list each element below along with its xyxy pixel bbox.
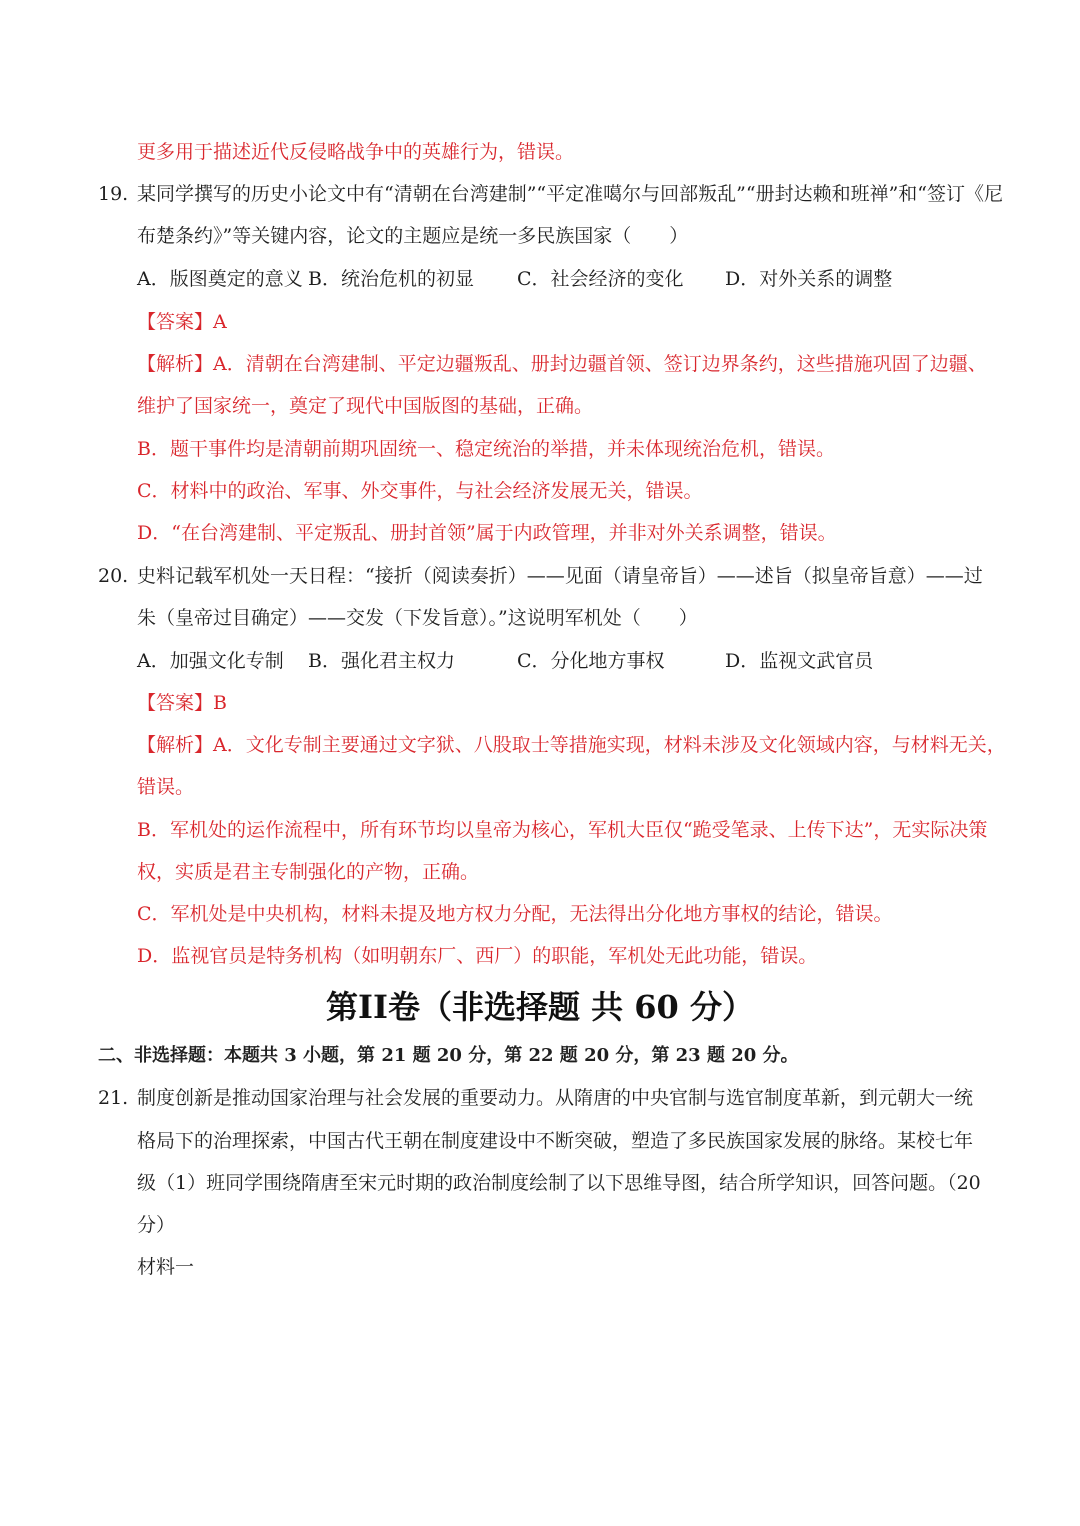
q19-number: 19. (98, 183, 129, 205)
q19-stem-line2: 布楚条约》”等关键内容，论文的主题应是统一多民族国家（ ） (137, 225, 689, 247)
q19-answer: 【答案】A (137, 311, 227, 333)
q20-option-a: A．加强文化专制 (137, 650, 284, 672)
q21-material-label: 材料一 (137, 1256, 195, 1278)
q20-analysis-line2: 错误。 (137, 776, 195, 798)
q21-stem-line2: 格局下的治理探索，中国古代王朝在制度建设中不断突破，塑造了多民族国家发展的脉络。某校七年 (137, 1130, 974, 1152)
q21-number: 21. (98, 1087, 129, 1109)
q21-stem-line1: 制度创新是推动国家治理与社会发展的重要动力。从隋唐的中央官制与选官制度革新，到元朝大一统 (137, 1087, 974, 1109)
q20-option-b: B．强化君主权力 (308, 650, 455, 672)
q19-analysis-line1: 【解析】A．清朝在台湾建制、平定边疆叛乱、册封边疆首领、签订边界条约，这些措施巩固了边疆、 (137, 353, 987, 375)
q20-analysis-b-line2: 权，实质是君主专制强化的产物，正确。 (137, 861, 480, 883)
q19-option-b: B．统治危机的初显 (308, 268, 474, 290)
q21-stem-line3: 级（1）班同学围绕隋唐至宋元时期的政治制度绘制了以下思维导图，结合所学知识，回答问题。（20 (137, 1172, 981, 1194)
section-intro: 二、非选择题：本题共 3 小题，第 21 题 20 分，第 22 题 20 分，第 23 题 20 分。 (98, 1045, 799, 1066)
prev-analysis-tail: 更多用于描述近代反侵略战争中的英雄行为，错误。 (137, 141, 575, 163)
q19-analysis-b: B．题干事件均是清朝前期巩固统一、稳定统治的举措，并未体现统治危机，错误。 (137, 438, 835, 460)
q19-stem-line1: 某同学撰写的历史小论文中有“清朝在台湾建制”“平定准噶尔与回部叛乱”“册封达赖和班禅”和“签订《尼 (137, 183, 1003, 205)
q19-analysis-c: C．材料中的政治、军事、外交事件，与社会经济发展无关，错误。 (137, 480, 703, 502)
q19-option-d: D．对外关系的调整 (725, 268, 893, 290)
q20-stem-line2: 朱（皇帝过目确定）——交发（下发旨意）。”这说明军机处（ ） (137, 607, 698, 629)
q20-option-d: D．监视文武官员 (725, 650, 874, 672)
q21-stem-line4: 分） (137, 1214, 176, 1236)
q19-analysis-d: D．“在台湾建制、平定叛乱、册封首领”属于内政管理，并非对外关系调整，错误。 (137, 522, 837, 544)
section-title: 第II卷（非选择题 共 60 分） (326, 988, 754, 1026)
q19-analysis-line2: 维护了国家统一，奠定了现代中国版图的基础，正确。 (137, 395, 594, 417)
q20-analysis-line1: 【解析】A．文化专制主要通过文字狱、八股取士等措施实现，材料未涉及文化领域内容，与材料无关， (137, 734, 1006, 756)
q19-option-a: A．版图奠定的意义 (137, 268, 303, 290)
q20-answer: 【答案】B (137, 692, 227, 714)
q20-analysis-b-line1: B．军机处的运作流程中，所有环节均以皇帝为核心，军机大臣仅“跪受笔录、上传下达”，无实际决策 (137, 819, 988, 841)
q20-stem-line1: 史料记载军机处一天日程：“接折（阅读奏折）——见面（请皇帝旨）——述旨（拟皇帝旨意）——过 (137, 565, 983, 587)
q20-analysis-d: D．监视官员是特务机构（如明朝东厂、西厂）的职能，军机处无此功能，错误。 (137, 945, 818, 967)
q19-option-c: C．社会经济的变化 (517, 268, 684, 290)
q20-option-c: C．分化地方事权 (517, 650, 665, 672)
q20-analysis-c: C．军机处是中央机构，材料未提及地方权力分配，无法得出分化地方事权的结论，错误。 (137, 903, 893, 925)
q20-number: 20. (98, 565, 129, 587)
